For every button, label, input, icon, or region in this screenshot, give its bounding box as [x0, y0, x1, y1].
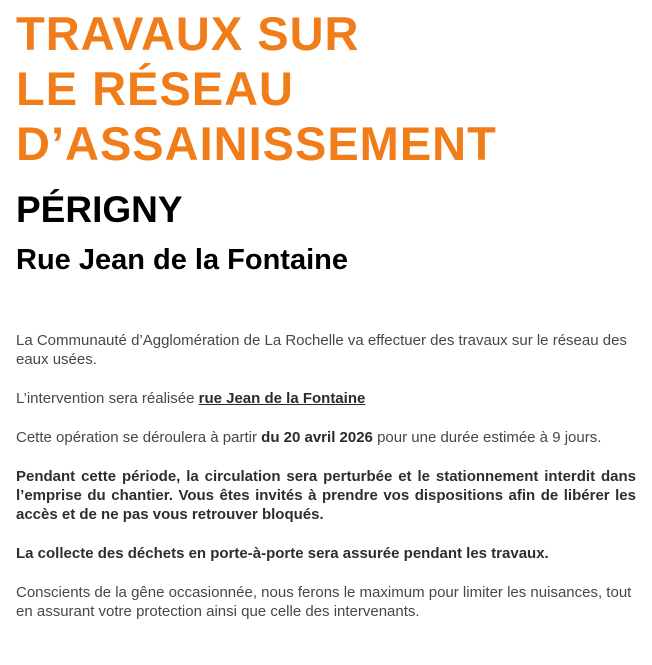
headline-line-3: D’ASSAINISSEMENT	[16, 117, 497, 170]
schedule-suffix: pour une durée estimée à 9 jours.	[372, 429, 602, 446]
paragraph-intro: La Communauté d’Agglomération de La Rochelle va effectuer des travaux sur le réseau des eaux usées.	[16, 332, 627, 368]
paragraph-schedule	[16, 428, 636, 447]
notice-body	[16, 331, 636, 621]
paragraph-traffic: Pendant cette période, la circulation sera perturbée et le stationnement interdit dans l’emprise du chantier. Vous êtes invités à prendre vos dispositions afin de libérer les accès et de ne pas vous retrouver bloqués.	[16, 468, 636, 523]
paragraph-closing: Conscients de la gêne occasionnée, nous ferons le maximum pour limiter les nuisances, tout en assurant votre protection ainsi que celle des intervenants.	[16, 584, 632, 620]
paragraph-waste: La collecte des déchets en porte-à-porte sera assurée pendant les travaux.	[16, 545, 549, 562]
location-street: rue Jean de la Fontaine	[198, 390, 366, 407]
paragraph-location	[16, 389, 636, 408]
headline-line-2: LE RÉSEAU	[16, 62, 294, 115]
headline	[16, 6, 636, 171]
notice-document	[16, 6, 636, 641]
street-title: Rue Jean de la Fontaine	[16, 244, 348, 276]
location-prefix: L’intervention sera réalisée	[16, 390, 199, 407]
schedule-prefix: Cette opération se déroulera à partir	[16, 429, 262, 446]
headline-line-1: TRAVAUX SUR	[16, 7, 360, 60]
schedule-date: du 20 avril 2026	[261, 429, 373, 446]
city-title: PÉRIGNY	[16, 189, 183, 230]
